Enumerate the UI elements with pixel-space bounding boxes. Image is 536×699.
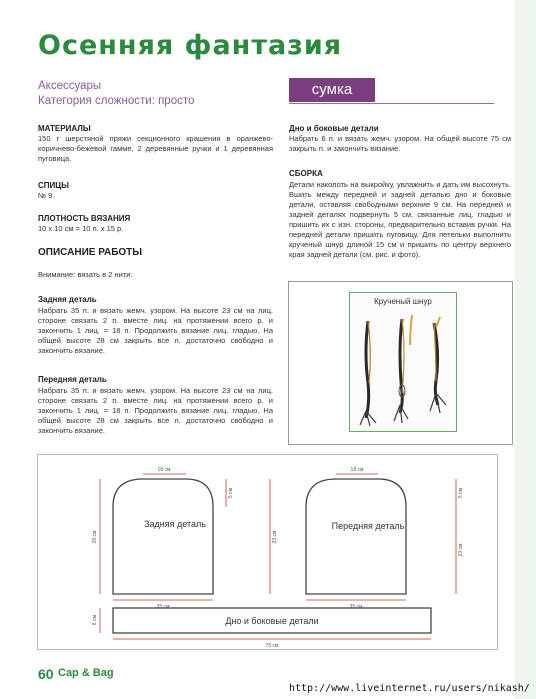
gauge-heading: ПЛОТНОСТЬ ВЯЗАНИЯ	[38, 214, 131, 223]
back-piece-text: Набрать 35 п. и вязать жемч. узором. На высоте 23 см на лиц. стороне связать 2 п. вместе лиц. на протяжении всего р. и закончить 1 лиц. = 18 п. Продолжить вязание лиц. гладью. На общей высоте 28 см закрыть все п. достаточно свободно и закончить вязание.	[38, 306, 273, 355]
bottom-piece-heading: Дно и боковые детали	[289, 124, 379, 133]
magazine-name: Cap & Bag	[58, 667, 114, 679]
needles-text: № 9.	[38, 191, 55, 200]
dim-back-body: 23 см	[272, 530, 278, 544]
assembly-text: Детали наколоть на выкройку, увлажнить и дать им высохнуть. Вшить между передней и задней деталью дно и боковые детали, оставляя свободными верхние 9 см. На передней и задней деталях подвернуть 5 см, связанные лиц. гладью и пришить их с изн. стороны, предварительно вставив ручки. На передней детали пришить пуговицу. Для петельки выполнить крученый шнур длиной 15 см и пришить по центру верхнего края задней детали (см. рис. и фото).	[289, 180, 511, 259]
section-tag: сумка	[289, 78, 375, 102]
dim-back-width: 35 см	[156, 604, 170, 610]
dim-back-top: 18 см	[157, 467, 171, 473]
gauge-text: 10 х 10 см = 10 п. х 15 р.	[38, 224, 124, 233]
dim-strip-height: 6 см	[92, 614, 98, 626]
attention-text: Внимание: вязать в 2 нити.	[38, 270, 133, 279]
cord-photo	[349, 292, 457, 432]
page-number: 60	[38, 666, 54, 682]
difficulty-label: Категория сложности: просто	[38, 95, 195, 107]
category-label: Аксессуары	[38, 80, 102, 92]
page-edge-strip	[515, 0, 536, 699]
page-title: Осенняя фантазия	[38, 30, 343, 61]
dim-front-width: 35 см	[349, 604, 363, 610]
twisted-cords-illustration	[350, 293, 456, 431]
cord-photo-frame	[288, 281, 513, 445]
pattern-schema-drawing	[38, 455, 497, 649]
dim-front-body: 23 см	[458, 543, 464, 557]
dim-front-top: 18 см	[350, 467, 364, 473]
needles-heading: СПИЦЫ	[38, 181, 69, 190]
description-heading: ОПИСАНИЕ РАБОТЫ	[38, 247, 143, 258]
materials-text: 150 г шерстяной пряжи секционного крашения в оранжево-коричнево-бежевой гамме, 2 деревянные ручки и 1 деревянная пуговица.	[38, 134, 273, 163]
cord-photo-label: Крученый шнур	[374, 297, 432, 306]
tag-underline	[289, 103, 494, 104]
pattern-schema	[37, 454, 498, 650]
front-piece-heading: Передняя деталь	[38, 375, 107, 384]
front-piece-label: Передняя деталь	[331, 521, 405, 531]
strip-label: Дно и боковые детали	[225, 616, 319, 626]
back-piece-label: Задняя деталь	[144, 519, 206, 529]
dim-back-hem: 5 см	[228, 487, 234, 499]
front-piece-text: Набрать 35 п. и вязать жемч. узором. На высоте 23 см на лиц. стороне связать 2 п. вместе лиц. на протяжении всего р. и закончить 1 лиц. = 18 п. Продолжить вязание лиц. гладью. На общей высоте 28 см закрыть все п. достаточно свободно и закончить вязание.	[38, 386, 273, 435]
back-piece-heading: Задняя деталь	[38, 295, 97, 304]
dim-back-height: 28 см	[92, 530, 98, 544]
bottom-piece-text: Набрать 6 п. и вязать жемч. узором. На общей высоте 75 см закрыть п. и закончить вязание.	[289, 134, 511, 153]
dim-front-hem: 5 см	[458, 487, 464, 499]
dim-strip-length: 75 см	[265, 643, 279, 649]
assembly-heading: СБОРКА	[289, 169, 323, 178]
materials-heading: МАТЕРИАЛЫ	[38, 124, 91, 133]
source-url: http://www.liveinternet.ru/users/nikash/	[289, 683, 530, 694]
